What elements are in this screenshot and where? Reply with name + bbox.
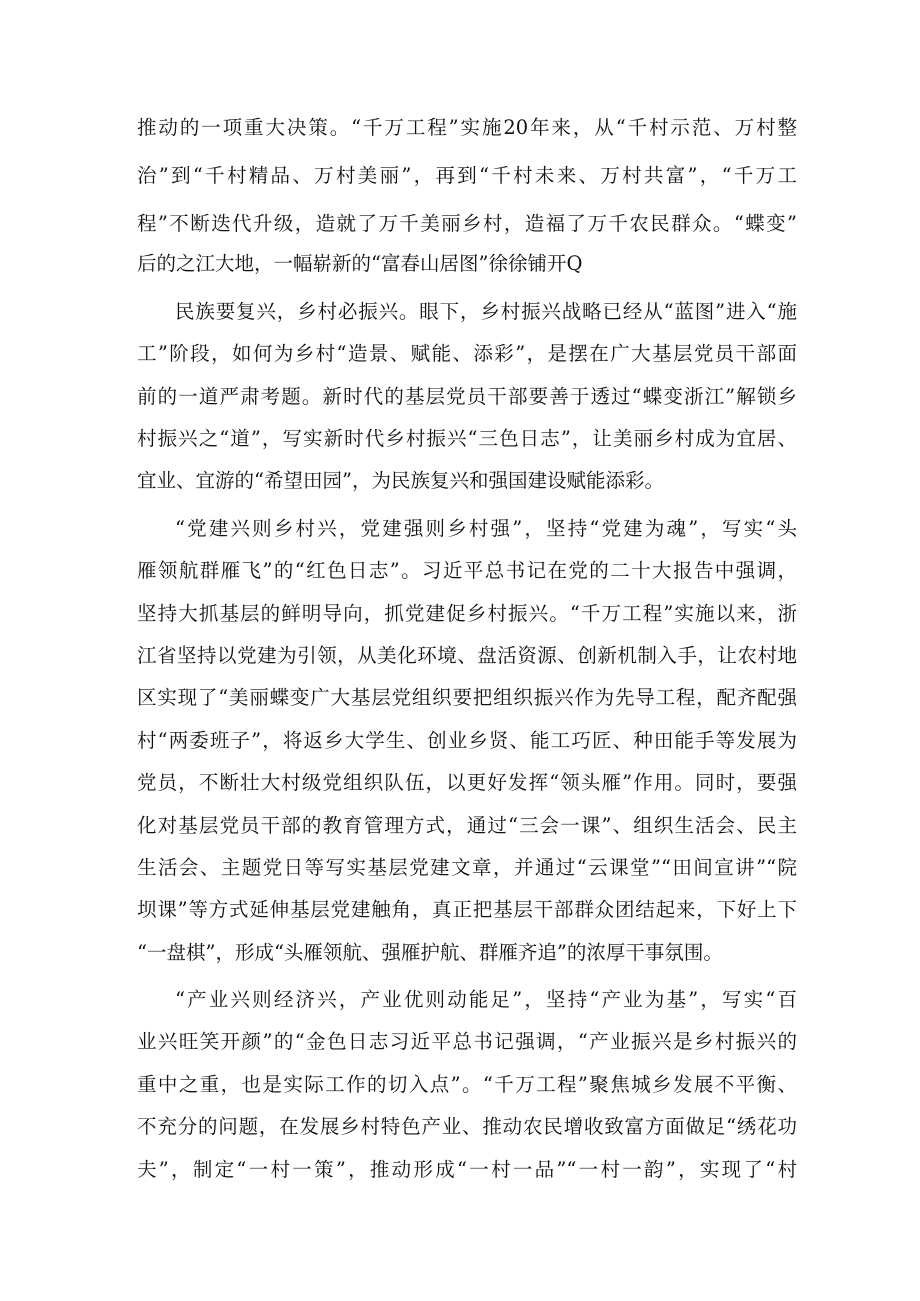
- text-line: 坚持大抓基层的鲜明导向，抓党建促乡村振兴。“千万工程”实施以来，浙: [137, 602, 797, 625]
- text-line: 党员，不断壮大村级党组织队伍，以更好发挥“领头雁”作用。同时，要强: [137, 771, 797, 794]
- text-line: 业兴旺笑开颜”的“金色日志习近平总书记强调，“产业振兴是乡村振兴的: [137, 1030, 797, 1053]
- text-line: 村振兴之“道”，写实新时代乡村振兴“三色日志”，让美丽乡村成为宜居、: [137, 427, 797, 450]
- text-line: “一盘棋”，形成“头雁领航、强雁护航、群雁齐追”的浓厚干事氛围。: [137, 941, 723, 964]
- text-line: 后的之江大地，一幅崭新的“富春山居图”徐徐铺开Q: [137, 252, 583, 275]
- text-line: 江省坚持以党建为引领，从美化环境、盘活资源、创新机制入手，让农村地: [137, 644, 797, 667]
- text-line: 村“两委班子”，将返乡大学生、创业乡贤、能工巧匠、种田能手等发展为: [137, 729, 797, 752]
- text-line: 民族要复兴，乡村必振兴。眼下，乡村振兴战略已经从“蓝图”进入“施: [175, 300, 797, 323]
- text-line: 重中之重，也是实际工作的切入点”。“千万工程”聚焦城乡发展不平衡、: [137, 1073, 797, 1096]
- text-line: 程”不断迭代升级，造就了万千美丽乡村，造福了万千农民群众。“蝶变”: [137, 212, 797, 235]
- text-line: 前的一道严肃考题。新时代的基层党员干部要善于透过“蝶变浙江”解锁乡: [137, 385, 797, 408]
- text-line: 化对基层党员干部的教育管理方式，通过“三会一课”、组织生活会、民主: [137, 814, 797, 837]
- text-line: 工”阶段，如何为乡村“造景、赋能、添彩”，是摆在广大基层党员干部面: [137, 342, 797, 365]
- text-line: 夫”，制定“一村一策”，推动形成“一村一品”“一村一韵”，实现了“村: [137, 1158, 797, 1181]
- text-line: 区实现了“美丽蝶变广大基层党组织要把组织振兴作为先导工程，配齐配强: [137, 686, 797, 709]
- text-line: 生活会、主题党日等写实基层党建文章，并通过“云课堂”“田间宣讲”“院: [137, 856, 797, 879]
- text-line: 坝课”等方式延伸基层党建触角，真正把基层干部群众团结起来，下好上下: [137, 898, 797, 921]
- text-line: “产业兴则经济兴，产业优则动能足”，坚持“产业为基”，写实“百: [175, 988, 797, 1011]
- text-line: 不充分的问题，在发展乡村特色产业、推动农民增收致富方面做足“绣花功: [137, 1115, 797, 1138]
- text-line: 推动的一项重大决策。“千万工程”实施20年来，从“千村示范、万村整: [137, 116, 797, 139]
- text-line: “党建兴则乡村兴，党建强则乡村强”，坚持“党建为魂”，写实“头: [175, 517, 797, 540]
- text-line: 治”到“千村精品、万村美丽”，再到“千村未来、万村共富”，“千万工: [137, 164, 797, 187]
- text-line: 雁领航群雁飞”的“红色日志”。习近平总书记在党的二十大报告中强调，: [137, 559, 797, 582]
- text-line: 宜业、宜游的“希望田园”，为民族复兴和强国建设赋能添彩。: [137, 469, 664, 492]
